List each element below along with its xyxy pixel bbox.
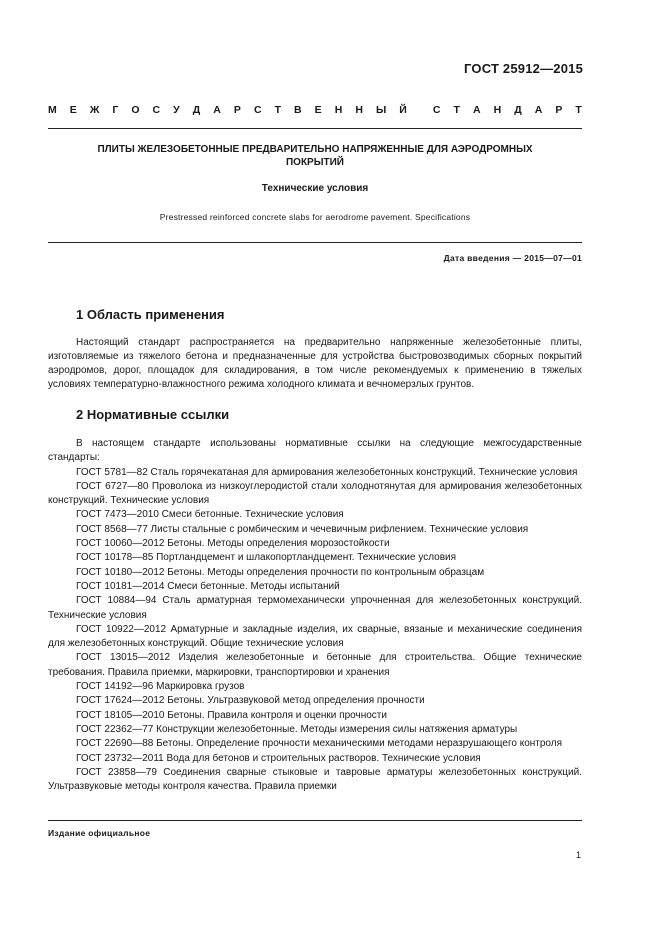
section-1-heading: 1 Область применения xyxy=(76,307,225,322)
reference-item xyxy=(48,723,582,737)
footer-rule xyxy=(48,820,582,821)
reference-item xyxy=(48,523,582,537)
reference-text: ГОСТ 10181—2014 Смеси бетонные. Методы испытаний xyxy=(76,580,340,592)
banner-letter: Е xyxy=(314,104,322,116)
banner-letter: Р xyxy=(233,104,241,116)
banner-letter: Й xyxy=(399,104,407,116)
banner-letter: Е xyxy=(69,104,77,116)
reference-text: ГОСТ 10180—2012 Бетоны. Методы определения прочности по контрольным образцам xyxy=(76,566,485,578)
banner-letter: Т xyxy=(575,104,582,116)
reference-text: ГОСТ 10884—94 Сталь арматурная термомеханически упрочненная для железобетонных конструкций. Технические условия xyxy=(48,595,582,621)
banner-letter: Т xyxy=(453,104,460,116)
references-intro xyxy=(48,437,582,466)
banner-letter: С xyxy=(152,104,161,116)
document-title xyxy=(48,143,582,169)
reference-text: ГОСТ 14192—96 Маркировка грузов xyxy=(76,681,245,693)
reference-text: В настоящем стандарте использованы нормативные ссылки на следующие межгосударственные стандарты: xyxy=(48,438,582,464)
section-1-paragraph: Настоящий стандарт распространяется на предварительно напряженные железобетонные плиты, изготовляемые из тяжелого бетона и предназначенные для устройства быстровозводимых сборных покрытий аэродромов, дорог, площадок для складирования, в том числе рекомендуемых к применению в тяжелых условиях температурно-влажностного режима холодного климата и вечномерзлых грунтов. xyxy=(48,337,582,390)
reference-text: ГОСТ 23858—79 Соединения сварные стыковые и тавровые арматуры железобетонных конструкций. Ультразвуковые методы контроля качества. Правила приемки xyxy=(48,766,582,793)
title-rule xyxy=(48,242,582,243)
reference-item xyxy=(48,737,582,751)
reference-item xyxy=(48,752,582,766)
reference-text: ГОСТ 22362—77 Конструкции железобетонные. Методы измерения силы натяжения арматуры xyxy=(76,723,518,735)
section-1-text xyxy=(48,336,582,392)
banner-letter: О xyxy=(131,104,140,116)
reference-item xyxy=(48,594,582,623)
reference-text: ГОСТ 5781—82 Сталь горячекатаная для армирования железобетонных конструкций. Технические условия xyxy=(76,466,578,478)
reference-text: ГОСТ 22690—88 Бетоны. Определение прочности механическими методами неразрушающего контроля xyxy=(76,738,563,750)
reference-text: ГОСТ 10922—2012 Арматурные и закладные изделия, их сварные, вязаные и механические соединения для железобетонных конструкций. Общие технические условия xyxy=(48,623,582,650)
normative-references-list xyxy=(48,437,582,794)
reference-text: ГОСТ 10178—85 Портландцемент и шлакопортландцемент. Технические условия xyxy=(76,552,457,564)
reference-text: ГОСТ 6727—80 Проволока из низкоуглеродистой стали холоднотянутая для армирования железобетонных конструкций. Технические условия xyxy=(48,480,582,507)
banner-letter: Р xyxy=(555,104,563,116)
standard-banner xyxy=(48,104,582,116)
banner-letter: Ы xyxy=(375,104,387,116)
banner-letter: А xyxy=(213,104,221,116)
banner-letter: М xyxy=(48,104,57,116)
banner-letter: Д xyxy=(192,104,201,116)
english-title: Prestressed reinforced concrete slabs for aerodrome pavement. Specifications xyxy=(159,212,471,222)
banner-rule xyxy=(48,128,582,129)
title-line-2: ПОКРЫТИЙ xyxy=(285,157,344,168)
banner-letter: В xyxy=(294,104,302,116)
banner-letter: Г xyxy=(112,104,119,116)
banner-letter: С xyxy=(253,104,262,116)
banner-letter: Ж xyxy=(89,104,100,116)
reference-text: ГОСТ 8568—77 Листы стальные с ромбическим и чечевичным рифлением. Технические условия xyxy=(76,523,529,535)
reference-item xyxy=(48,466,582,480)
section-2-heading: 2 Нормативные ссылки xyxy=(76,407,230,422)
reference-text: ГОСТ 7473—2010 Смеси бетонные. Технические условия xyxy=(76,509,344,521)
reference-item xyxy=(48,623,582,652)
reference-item xyxy=(48,551,582,565)
reference-item xyxy=(48,480,582,509)
reference-text: ГОСТ 13015—2012 Изделия железобетонные и бетонные для строительства. Общие технические требования. Правила приемки, маркировки, транспортировки и хранения xyxy=(48,652,582,678)
banner-letter: Н xyxy=(334,104,343,116)
reference-item xyxy=(48,709,582,723)
banner-letter: Н xyxy=(355,104,363,116)
reference-text: ГОСТ 18105—2010 Бетоны. Правила контроля и оценки прочности xyxy=(76,709,387,721)
banner-letter: Д xyxy=(514,104,522,116)
reference-text: ГОСТ 23732—2011 Вода для бетонов и строительных растворов. Технические условия xyxy=(76,752,481,764)
document-number: ГОСТ 25912—2015 xyxy=(464,61,583,76)
banner-letter: А xyxy=(534,104,543,116)
banner-letter: Н xyxy=(493,104,502,116)
reference-item xyxy=(48,766,582,795)
reference-item xyxy=(48,580,582,594)
reference-text: ГОСТ 17624—2012 Бетоны. Ультразвуковой метод определения прочности xyxy=(76,695,425,707)
reference-item xyxy=(48,680,582,694)
edition-note: Издание официальное xyxy=(48,828,151,838)
banner-letter: Т xyxy=(274,104,281,116)
banner-letter: У xyxy=(173,104,180,116)
document-subtitle: Технические условия xyxy=(261,183,369,194)
reference-item xyxy=(48,694,582,708)
introduction-date: Дата введения — 2015—07—01 xyxy=(443,253,582,263)
page-number: 1 xyxy=(575,850,581,860)
reference-item xyxy=(48,537,582,551)
banner-letter: С xyxy=(432,104,441,116)
reference-text: ГОСТ 10060—2012 Бетоны. Методы определения морозостойкости xyxy=(76,538,390,550)
reference-item xyxy=(48,651,582,680)
title-line-1: ПЛИТЫ ЖЕЛЕЗОБЕТОННЫЕ ПРЕДВАРИТЕЛЬНО НАПРЯЖЕННЫЕ ДЛЯ АЭРОДРОМНЫХ xyxy=(97,144,533,155)
banner-letter: А xyxy=(472,104,481,116)
reference-item xyxy=(48,508,582,522)
reference-item xyxy=(48,566,582,580)
